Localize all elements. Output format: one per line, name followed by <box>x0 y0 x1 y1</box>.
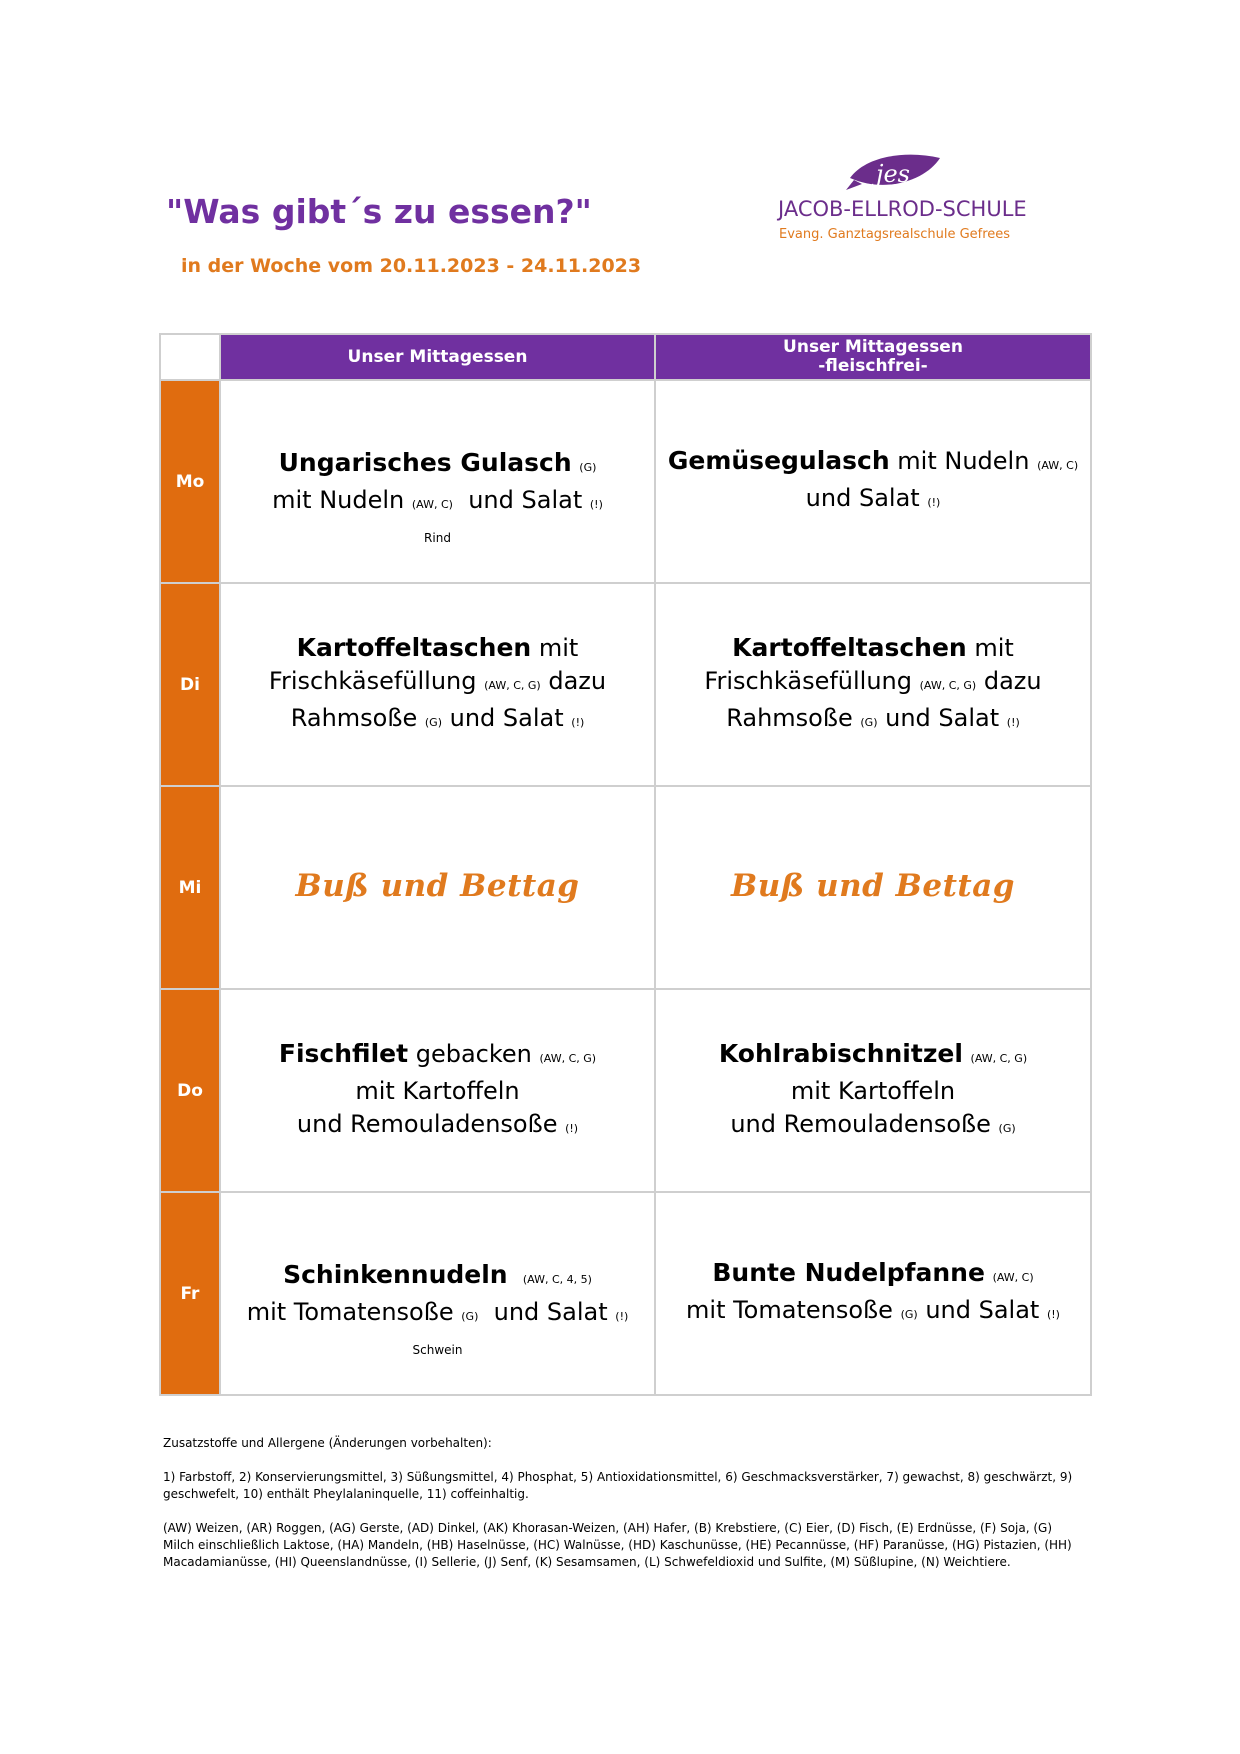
allergen-legend <box>163 1435 1083 1588</box>
table-row <box>160 989 1091 1192</box>
day-label: Fr <box>160 1192 220 1395</box>
fish-logo-icon <box>846 150 944 196</box>
dish-cell <box>220 786 655 989</box>
table-row <box>160 380 1091 583</box>
table-row <box>160 1192 1091 1395</box>
meat-note: Schwein <box>412 1343 463 1357</box>
logo-mark-text: jes <box>876 160 910 188</box>
additives-list: 1) Farbstoff, 2) Konservierungsmittel, 3) Süßungsmittel, 4) Phosphat, 5) Antioxidationsmittel, 6) Geschmacksverstärker, 7) gewachst, 8) geschwärzt, 9) geschwefelt, 10) enthält Pheylalaninquelle, 11) coffeinhaltig. <box>163 1470 1073 1501</box>
table-header-row <box>160 334 1091 380</box>
dish-cell: Fischfilet gebacken (AW, C, G) mit Kartoffeln und Remouladensoße (!) <box>220 989 655 1192</box>
week-range: in der Woche vom 20.11.2023 - 24.11.2023 <box>181 255 642 277</box>
page-title: "Was gibt´s zu essen?" <box>166 192 592 231</box>
corner-cell <box>160 334 220 380</box>
allergens-list: (AW) Weizen, (AR) Roggen, (AG) Gerste, (AD) Dinkel, (AK) Khorasan-Weizen, (AH) Hafer, (B) Krebstiere, (C) Eier, (D) Fisch, (E) Erdnüsse, (F) Soja, (G) Milch einschließlich Laktose, (HA) Mandeln, (HB) Haselnüsse, (HC) Walnüsse, (HD) Kaschunüsse, (HE) Pecannüsse, (HF) Paranüsse, (HG) Pistazien, (HH) Macadamianüsse, (HI) Queenslandnüsse, (I) Sellerie, (J) Senf, (K) Sesamsamen, (L) Schwefeldioxid und Sulfite, (M) Süßlupine, (N) Weichtiere. <box>163 1521 1072 1569</box>
day-label: Mo <box>160 380 220 583</box>
meat-note: Rind <box>424 531 451 545</box>
dish-cell <box>655 786 1091 989</box>
dish-cell: Kohlrabischnitzel (AW, C, G) mit Kartoffeln und Remouladensoße (G) <box>655 989 1091 1192</box>
school-name: JACOB-ELLROD-SCHULE <box>778 197 1027 221</box>
day-label: Di <box>160 583 220 786</box>
school-subtitle: Evang. Ganztagsrealschule Gefrees <box>779 227 1011 242</box>
table-row <box>160 583 1091 786</box>
holiday-label: Buß und Bettag <box>295 868 580 904</box>
day-label: Mi <box>160 786 220 989</box>
school-logo <box>778 150 1027 250</box>
legend-heading: Zusatzstoffe und Allergene (Änderungen vorbehalten): <box>163 1436 492 1450</box>
dish-cell: Schinkennudeln (AW, C, 4, 5) mit Tomatensoße (G) und Salat (!) Schwein <box>220 1192 655 1395</box>
table-row <box>160 786 1091 989</box>
dish-cell: Kartoffeltaschen mit Frischkäsefüllung (AW, C, G) dazu Rahmsoße (G) und Salat (!) <box>655 583 1091 786</box>
dish-cell: Bunte Nudelpfanne (AW, C) mit Tomatensoße (G) und Salat (!) <box>655 1192 1091 1395</box>
dish-cell: Kartoffeltaschen mit Frischkäsefüllung (AW, C, G) dazu Rahmsoße (G) und Salat (!) <box>220 583 655 786</box>
column-header-standard: Unser Mittagessen <box>220 334 655 380</box>
menu-table <box>159 333 1092 1396</box>
day-label: Do <box>160 989 220 1192</box>
column-header-vegetarian: Unser Mittagessen -fleischfrei- <box>655 334 1091 380</box>
dish-cell: Gemüsegulasch mit Nudeln (AW, C) und Salat (!) <box>655 380 1091 583</box>
holiday-label: Buß und Bettag <box>731 868 1015 904</box>
dish-cell: Ungarisches Gulasch (G) mit Nudeln (AW, C) und Salat (!) Rind <box>220 380 655 583</box>
